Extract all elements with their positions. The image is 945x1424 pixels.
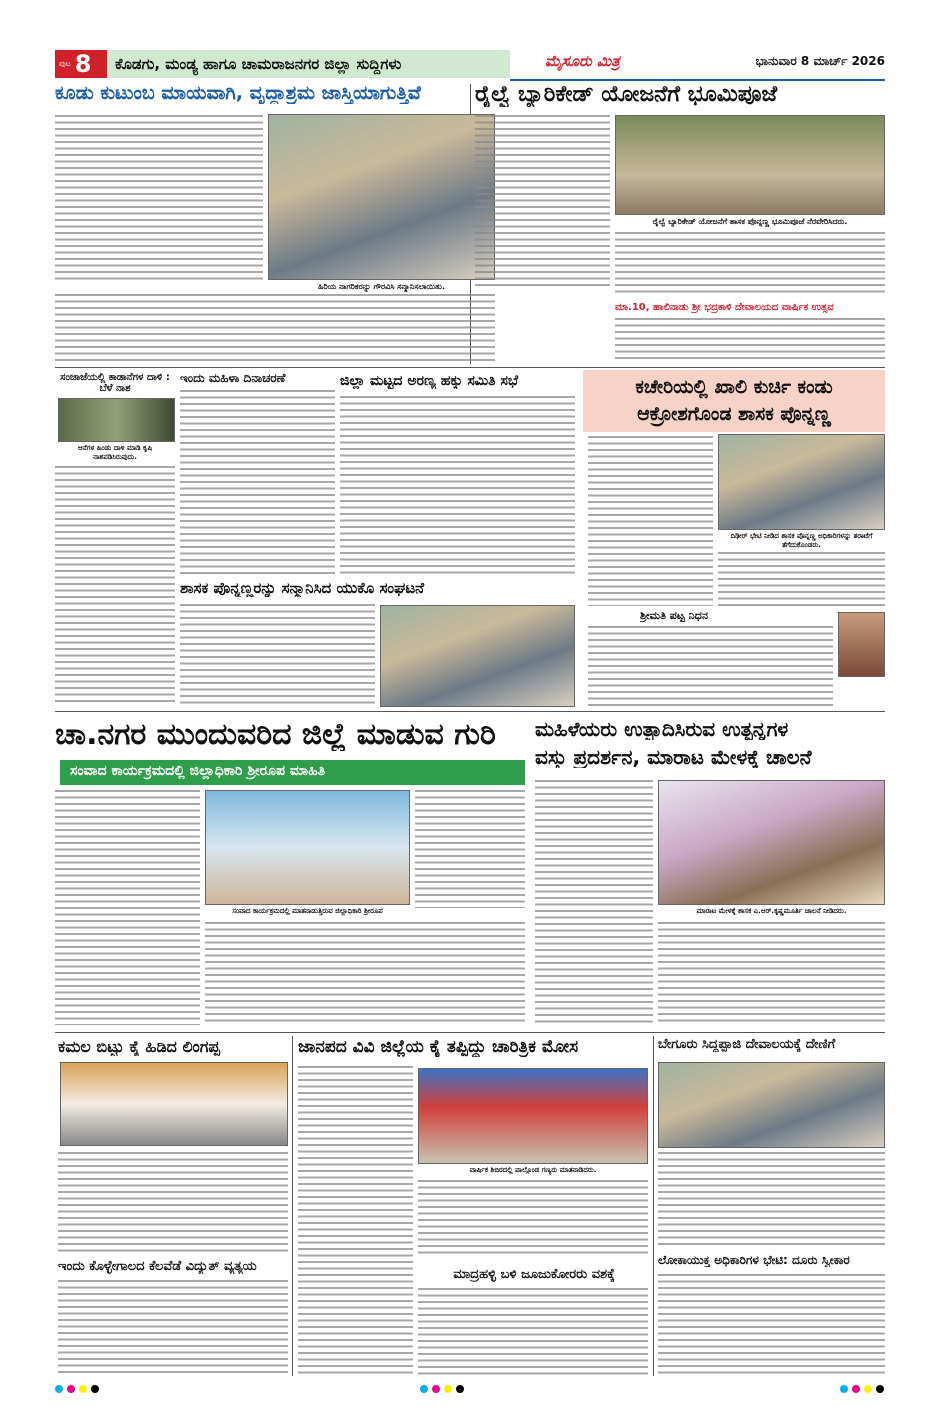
headline: ಕಮಲ ಬಿಟ್ಟು ಕೈ ಹಿಡಿದ ಲಿಂಗಪ್ಪ xyxy=(58,1038,220,1056)
article-text xyxy=(658,1152,885,1248)
article-text xyxy=(535,780,653,1025)
color-registration-marks xyxy=(420,1378,468,1397)
article-photo xyxy=(60,1062,288,1146)
article-text xyxy=(55,294,495,362)
article-text xyxy=(588,436,713,606)
article-text xyxy=(55,115,263,280)
article-text xyxy=(475,115,610,287)
headline: ಕಚೇರಿಯಲ್ಲಿ ಖಾಲಿ ಕುರ್ಚಿ ಕಂಡು ಆಕ್ರೋಶಗೊಂಡ ಶಾಸಕ ಪೊನ್ನಣ್ಣ xyxy=(635,376,833,425)
subheadline: ಸಂವಾದ ಕಾರ್ಯಕ್ರಮದಲ್ಲಿ ಜಿಲ್ಲಾಧಿಕಾರಿ ಶ್ರೀರೂಪ ಮಾಹಿತಿ xyxy=(60,760,525,785)
article-photo xyxy=(658,780,885,905)
photo-caption: ದಿಢೀರ್ ಭೇಟಿ ನೀಡಿದ ಶಾಸಕ ಪೊನ್ನಣ್ಣ ಅಧಿಕಾರಿಗಳನ್ನು ತರಾಟೆಗೆ ತೆಗೆದುಕೊಂಡರು. xyxy=(730,532,873,549)
photo-caption: ಸಂವಾದ ಕಾರ್ಯಕ್ರಮದಲ್ಲಿ ಮಾತನಾಡುತ್ತಿರುವ ಜಿಲ್ಲಾಧಿಕಾರಿ ಶ್ರೀರೂಪ xyxy=(232,907,383,915)
article-photo xyxy=(205,790,410,905)
article-text xyxy=(180,390,335,575)
article-text xyxy=(180,604,375,706)
headline: ಕೂಡು ಕುಟುಂಬ ಮಾಯವಾಗಿ, ವೃದ್ಧಾಶ್ರಮ ಜಾಸ್ತಿಯಾಗುತ್ತಿವೆ xyxy=(55,83,421,104)
headline: ರೈಲ್ವೆ ಬ್ಯಾರಿಕೇಡ್ ಯೋಜನೆಗೆ ಭೂಮಿಪೂಜೆ xyxy=(475,83,778,107)
article-text xyxy=(615,232,885,296)
headline: ಚಾ.ನಗರ ಮುಂದುವರಿದ ಜಿಲ್ಲೆ ಮಾಡುವ ಗುರಿ xyxy=(55,718,496,751)
article-photo xyxy=(58,398,175,442)
headline-line1: ಮಹಿಳೆಯರು ಉತ್ಪಾದಿಸಿರುವ ಉತ್ಪನ್ನಗಳ xyxy=(535,718,789,740)
headline: ಜಾನಪದ ವಿವಿ ಜಿಲ್ಲೆಯ ಕೈ ತಪ್ಪಿದ್ದು ಚಾರಿತ್ರಿಕ ಮೋಸ xyxy=(298,1038,579,1057)
article-text xyxy=(58,1280,288,1375)
article-text xyxy=(298,1066,413,1376)
article-photo xyxy=(268,114,495,280)
article-text xyxy=(205,922,525,1025)
article-text xyxy=(340,396,575,574)
column-divider xyxy=(292,1036,293,1376)
page-number: 8 xyxy=(74,50,92,78)
article-text xyxy=(718,552,885,608)
photo-caption: ಆನೆಗಳ ಹಿಂಡು ದಾಳಿ ಮಾಡಿ ಕೃಷಿ ನಾಶಪಡಿಸಿರುವುದು. xyxy=(77,444,153,461)
color-registration-marks xyxy=(840,1378,888,1397)
article-text xyxy=(415,790,525,908)
color-registration-marks xyxy=(55,1378,103,1397)
page-number-badge xyxy=(55,50,107,78)
article-text xyxy=(58,1152,288,1252)
article-text xyxy=(615,318,885,363)
column-divider xyxy=(653,1036,654,1376)
headline: ಇಂದು ಮಹಿಳಾ ದಿನಾಚರಣೆ xyxy=(180,372,286,385)
headline: ಇಂದು ಕೊಳ್ಳೇಗಾಲದ ಕೆಲವೆಡೆ ವಿದ್ಯುತ್ ವ್ಯತ್ಯಯ xyxy=(58,1260,257,1274)
headline: ಮಾ.10, ಹಾಲಿನಾಡು ಶ್ರೀ ಭದ್ರಕಾಳಿ ದೇವಾಲಯದ ವಾರ್ಷಿಕ ಉತ್ಸವ xyxy=(615,302,834,313)
headline: ಶಾಸಕ ಪೊನ್ನಣ್ಣರನ್ನು ಸನ್ಮಾನಿಸಿದ ಯುಕೊ ಸಂಘಟನೆ xyxy=(180,580,425,597)
article-text xyxy=(588,626,833,706)
article-text xyxy=(55,790,200,1025)
section-divider xyxy=(55,367,885,368)
photo-caption: ವಾರ್ಷಿಕ ಶಿಬಿರದಲ್ಲಿ ಪಾಲ್ಗೊಂಡ ಗಣ್ಯರು ಮಾತನಾಡಿದರು. xyxy=(469,1166,597,1174)
article-text xyxy=(418,1288,648,1376)
article-text xyxy=(658,1274,885,1376)
article-photo xyxy=(658,1062,885,1148)
section-divider xyxy=(55,1032,885,1033)
article-photo xyxy=(615,115,885,215)
headline: ಸಂಜಾಜೆಯಲ್ಲಿ ಕಾಡಾನೆಗಳ ದಾಳಿ : ಬೆಳೆ ನಾಶ xyxy=(60,372,170,394)
photo-caption: ಹಿರಿಯ ನಾಗರಿಕರನ್ನು ಗೌರವಿಸಿ ಸನ್ಮಾನಿಸಲಾಯಿತು. xyxy=(317,282,446,291)
article-photo xyxy=(418,1068,648,1164)
page-label: ಪುಟ xyxy=(59,59,71,68)
photo-caption: ಮಾರಾಟ ಮೇಳಕ್ಕೆ ಶಾಸಕ ಎ.ಆರ್.ಕೃಷ್ಣಮೂರ್ತಿ ಚಾಲನೆ ನೀಡಿದರು. xyxy=(696,907,847,915)
obituary-photo xyxy=(838,612,885,677)
section-title: ಕೊಡಗು, ಮಂಡ್ಯ ಹಾಗೂ ಚಾಮರಾಜನಗರ ಜಿಲ್ಲಾ ಸುದ್ದಿಗಳು xyxy=(107,50,510,78)
headline: ಲೋಕಾಯುಕ್ತ ಅಧಿಕಾರಿಗಳ ಭೇಟಿ: ದೂರು ಸ್ವೀಕಾರ xyxy=(658,1254,850,1267)
article-text xyxy=(55,466,175,706)
masthead-rule xyxy=(510,79,885,81)
headline-line2: ವಸ್ತು ಪ್ರದರ್ಶನ, ಮಾರಾಟ ಮೇಳಕ್ಕೆ ಚಾಲನೆ xyxy=(535,746,812,768)
section-divider xyxy=(55,711,885,712)
headline: ಬೇಗೂರು ಸಿದ್ದಪ್ಪಾಜಿ ದೇವಾಲಯಕ್ಕೆ ದೇಣಿಗೆ xyxy=(658,1038,836,1052)
newspaper-logo: ಮೈಸೂರು ಮಿತ್ರ xyxy=(545,52,620,70)
article-text xyxy=(658,922,885,1025)
article-text xyxy=(418,1180,648,1258)
headline: ಮಾದ್ರಹಳ್ಳಿ ಬಳಿ ಜೂಜುಕೋರರು ವಶಕ್ಕೆ xyxy=(453,1268,615,1282)
article-photo xyxy=(380,605,575,707)
headline: ಶ್ರೀಮತಿ ಪಟ್ಟ ನಿಧನ xyxy=(640,610,708,622)
headline: ಜಿಲ್ಲಾ ಮಟ್ಟದ ಅರಣ್ಯ ಹಕ್ಕು ಸಮಿತಿ ಸಭೆ xyxy=(340,374,519,389)
article-photo xyxy=(718,434,885,530)
photo-caption: ರೈಲ್ವೆ ಬ್ಯಾರಿಕೇಡ್ ಯೋಜನೆಗೆ ಶಾಸಕ ಪೊನ್ನಣ್ಣ ಭೂಮಿಪೂಜೆ ನೆರವೇರಿಸಿದರು. xyxy=(652,217,848,226)
issue-date: ಭಾನುವಾರ 8 ಮಾರ್ಚ್ 2026 xyxy=(755,54,885,68)
